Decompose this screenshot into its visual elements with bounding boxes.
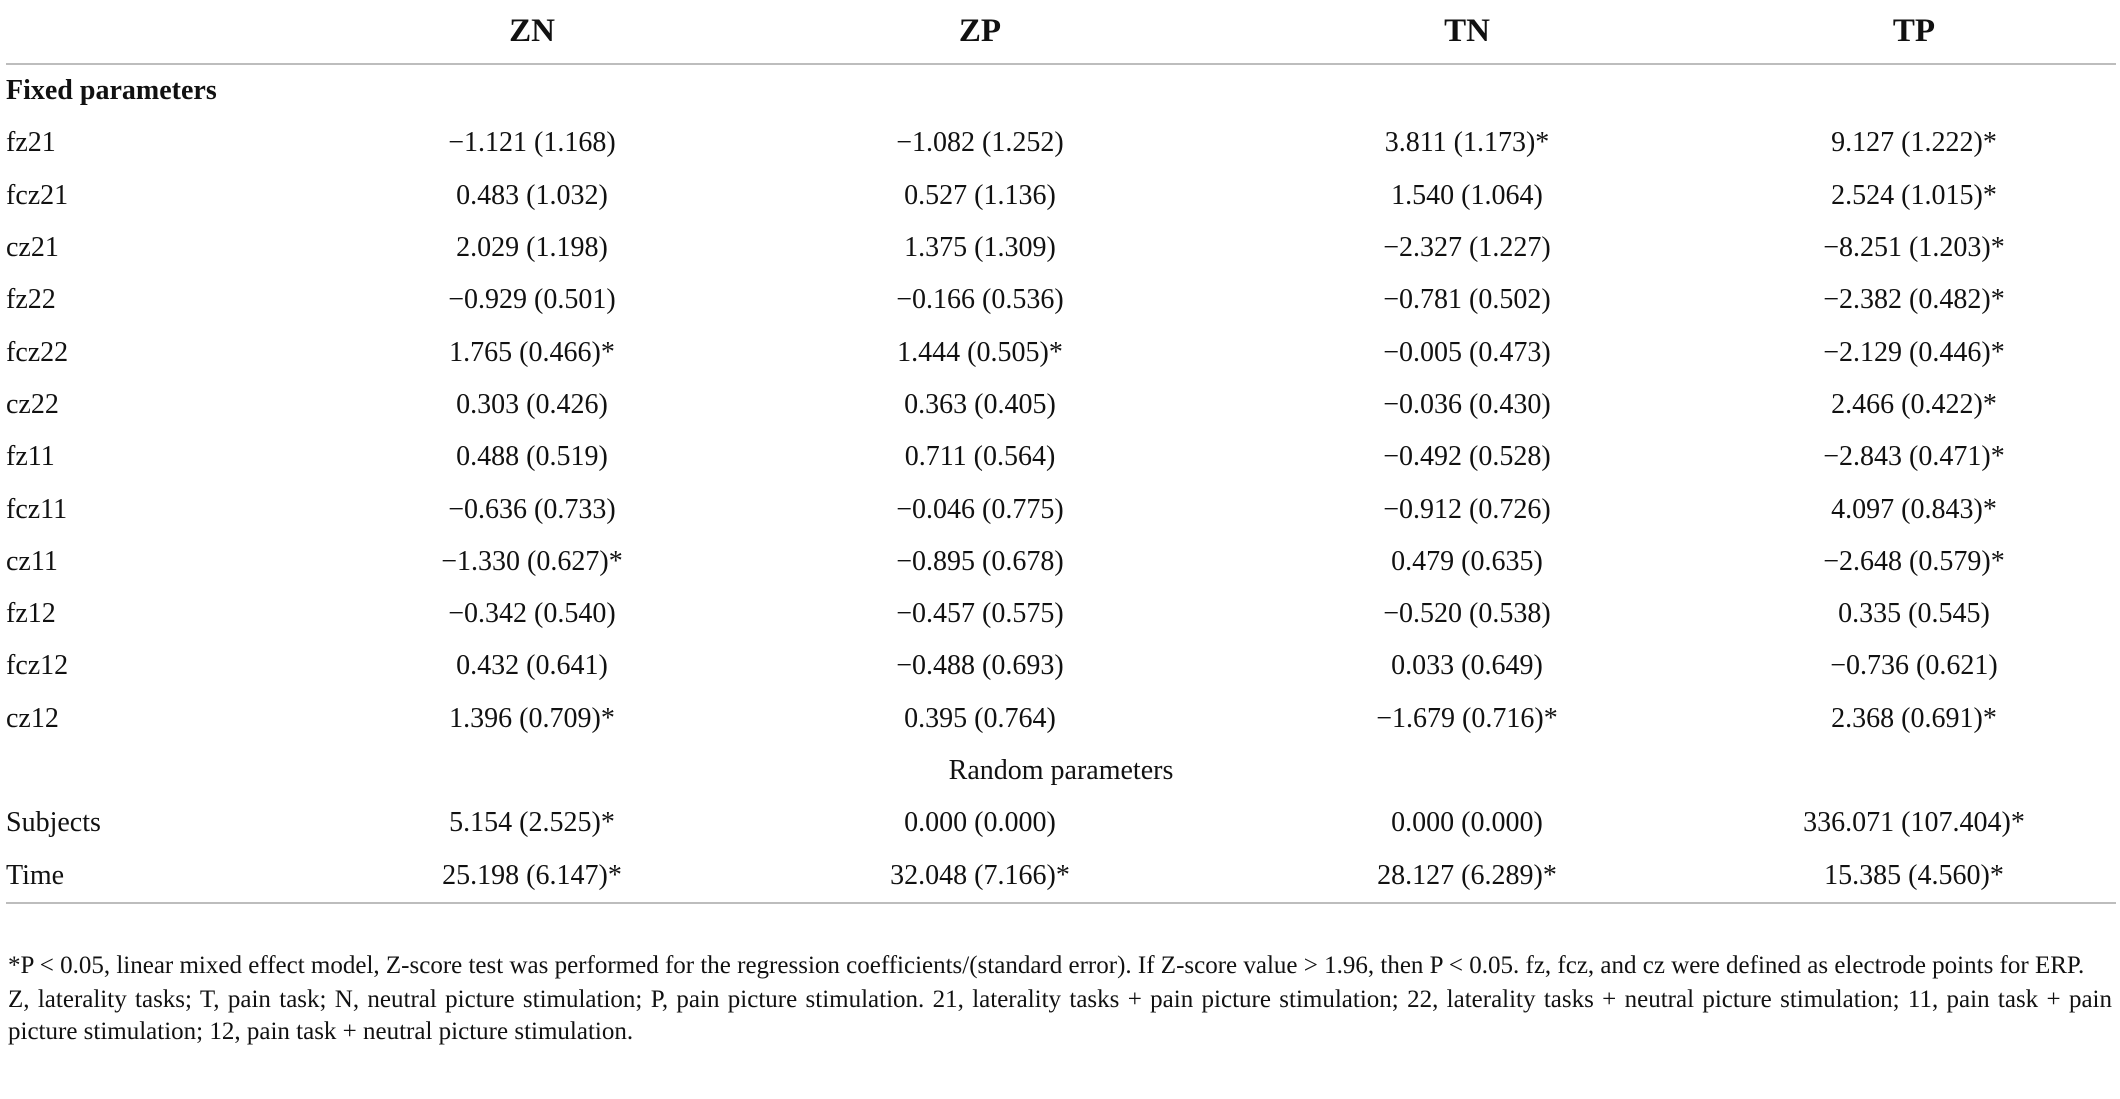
- column-header-tn: TN: [1222, 0, 1712, 64]
- cell-zn: −1.121 (1.168): [448, 127, 616, 159]
- cell-zp: 1.444 (0.505)*: [897, 336, 1063, 368]
- cell-zp: −0.895 (0.678): [896, 545, 1064, 577]
- row-label: fcz11: [6, 493, 68, 525]
- row-label: cz11: [6, 545, 58, 577]
- table-header: [6, 0, 2116, 64]
- cell-tn: 3.811 (1.173)*: [1384, 127, 1550, 159]
- cell-zp: 1.375 (1.309): [904, 232, 1056, 264]
- results-table: [6, 0, 2116, 904]
- cell-tp: 4.097 (0.843)*: [1831, 493, 1997, 525]
- cell-tp: 2.466 (0.422)*: [1831, 388, 1997, 420]
- cell-zp: 32.048 (7.166)*: [738, 849, 1222, 902]
- cell-zp: 0.395 (0.764): [904, 702, 1056, 734]
- row-label: fz11: [6, 441, 55, 473]
- table-row: [6, 379, 2116, 431]
- row-label: fcz21: [6, 179, 69, 211]
- table-body: [6, 64, 2116, 903]
- table-row: [6, 483, 2116, 535]
- cell-zp: −0.488 (0.693): [896, 650, 1064, 682]
- table-row: [6, 640, 2116, 692]
- cell-tn: −1.679 (0.716)*: [1376, 702, 1558, 734]
- row-label: fz12: [6, 598, 56, 630]
- section-title-fixed: Fixed parameters: [6, 75, 217, 107]
- cell-tp: −8.251 (1.203)*: [1823, 232, 2005, 264]
- footnote-abbreviations: Z, laterality tasks; T, pain task; N, neutral picture stimulation; P, pain picture stimulation. 21, laterality tasks + pain picture stimulation; 22, laterality tasks + neutral picture stimulation; 11, pain task + pain picture stimulation; 12, pain task + neutral picture stimulation.: [8, 986, 2112, 1045]
- cell-zn: −0.342 (0.540): [448, 598, 616, 630]
- cell-zn: 5.154 (2.525)*: [449, 807, 615, 839]
- section-row-random: [6, 745, 2116, 797]
- cell-zp: −1.082 (1.252): [896, 127, 1064, 159]
- cell-tn: −0.492 (0.528): [1383, 441, 1551, 473]
- cell-zn: 2.029 (1.198): [456, 232, 608, 264]
- cell-tp: −0.736 (0.621): [1830, 650, 1998, 682]
- cell-tp: 336.071 (107.404)*: [1803, 807, 2025, 839]
- table-row: [6, 693, 2116, 745]
- row-label: fz22: [6, 284, 56, 316]
- cell-tp: −2.382 (0.482)*: [1823, 284, 2005, 316]
- cell-tp: 2.368 (0.691)*: [1831, 702, 1997, 734]
- cell-tp: −2.843 (0.471)*: [1823, 441, 2005, 473]
- cell-tp: 9.127 (1.222)*: [1831, 127, 1997, 159]
- cell-zp: 0.000 (0.000): [904, 807, 1056, 839]
- table-row: [6, 431, 2116, 483]
- cell-tn: −0.520 (0.538): [1383, 598, 1551, 630]
- table-row: [6, 170, 2116, 222]
- table-row: [6, 797, 2116, 849]
- cell-tn: −0.036 (0.430): [1383, 388, 1551, 420]
- footnote-significance: *P < 0.05, linear mixed effect model, Z-score test was performed for the regression coefficients/(standard error). If Z-score value > 1.96, then P < 0.05. fz, fcz, and cz were defined as electrode points for ERP.: [8, 952, 2085, 979]
- row-label: cz12: [6, 702, 59, 734]
- cell-zn: 1.396 (0.709)*: [449, 702, 615, 734]
- section-title-random: Random parameters: [948, 755, 1174, 786]
- section-row-fixed: [6, 64, 2116, 117]
- table-row: [6, 326, 2116, 378]
- table-row: [6, 849, 2116, 902]
- column-header-zn: ZN: [326, 0, 738, 64]
- cell-tp: −2.648 (0.579)*: [1823, 545, 2005, 577]
- cell-zp: −0.457 (0.575): [896, 598, 1064, 630]
- table-row: [6, 536, 2116, 588]
- cell-zn: 0.483 (1.032): [456, 179, 608, 211]
- cell-zn: −1.330 (0.627)*: [441, 545, 623, 577]
- cell-tn: 0.000 (0.000): [1391, 807, 1543, 839]
- cell-tn: 28.127 (6.289)*: [1222, 849, 1712, 902]
- table-row: [6, 222, 2116, 274]
- cell-zn: −0.636 (0.733): [448, 493, 616, 525]
- row-label: fz21: [6, 127, 56, 159]
- header-corner: [6, 0, 326, 64]
- row-label: Subjects: [6, 807, 101, 839]
- cell-zp: 0.527 (1.136): [904, 179, 1056, 211]
- cell-zp: 0.363 (0.405): [904, 388, 1056, 420]
- table-row: [6, 274, 2116, 326]
- cell-zp: 0.711 (0.564): [904, 441, 1056, 473]
- cell-tn: 0.479 (0.635): [1391, 545, 1543, 577]
- row-label: fcz22: [6, 336, 69, 368]
- cell-zn: 0.303 (0.426): [456, 388, 608, 420]
- row-label: Time: [6, 849, 326, 902]
- header-row: [6, 0, 2116, 64]
- table-row: [6, 588, 2116, 640]
- cell-zp: −0.166 (0.536): [896, 284, 1064, 316]
- cell-zn: −0.929 (0.501): [448, 284, 616, 316]
- row-label: cz21: [6, 232, 59, 264]
- cell-tp: −2.129 (0.446)*: [1823, 336, 2005, 368]
- cell-tn: −0.005 (0.473): [1383, 336, 1551, 368]
- cell-tn: −0.781 (0.502): [1383, 284, 1551, 316]
- cell-tp: 15.385 (4.560)*: [1712, 849, 2116, 902]
- cell-tn: −0.912 (0.726): [1383, 493, 1551, 525]
- cell-zn: 0.432 (0.641): [456, 650, 608, 682]
- row-label: cz22: [6, 388, 59, 420]
- row-label: fcz12: [6, 650, 69, 682]
- table-footnotes: [8, 950, 2112, 1050]
- cell-tp: 0.335 (0.545): [1838, 598, 1990, 630]
- cell-tp: 2.524 (1.015)*: [1831, 179, 1997, 211]
- cell-zn: 0.488 (0.519): [456, 441, 608, 473]
- cell-tn: 1.540 (1.064): [1391, 179, 1543, 211]
- column-header-tp: TP: [1712, 0, 2116, 64]
- cell-zp: −0.046 (0.775): [896, 493, 1064, 525]
- table-row: [6, 117, 2116, 169]
- cell-zn: 25.198 (6.147)*: [326, 849, 738, 902]
- cell-zn: 1.765 (0.466)*: [449, 336, 615, 368]
- cell-tn: −2.327 (1.227): [1383, 232, 1551, 264]
- cell-tn: 0.033 (0.649): [1391, 650, 1543, 682]
- column-header-zp: ZP: [738, 0, 1222, 64]
